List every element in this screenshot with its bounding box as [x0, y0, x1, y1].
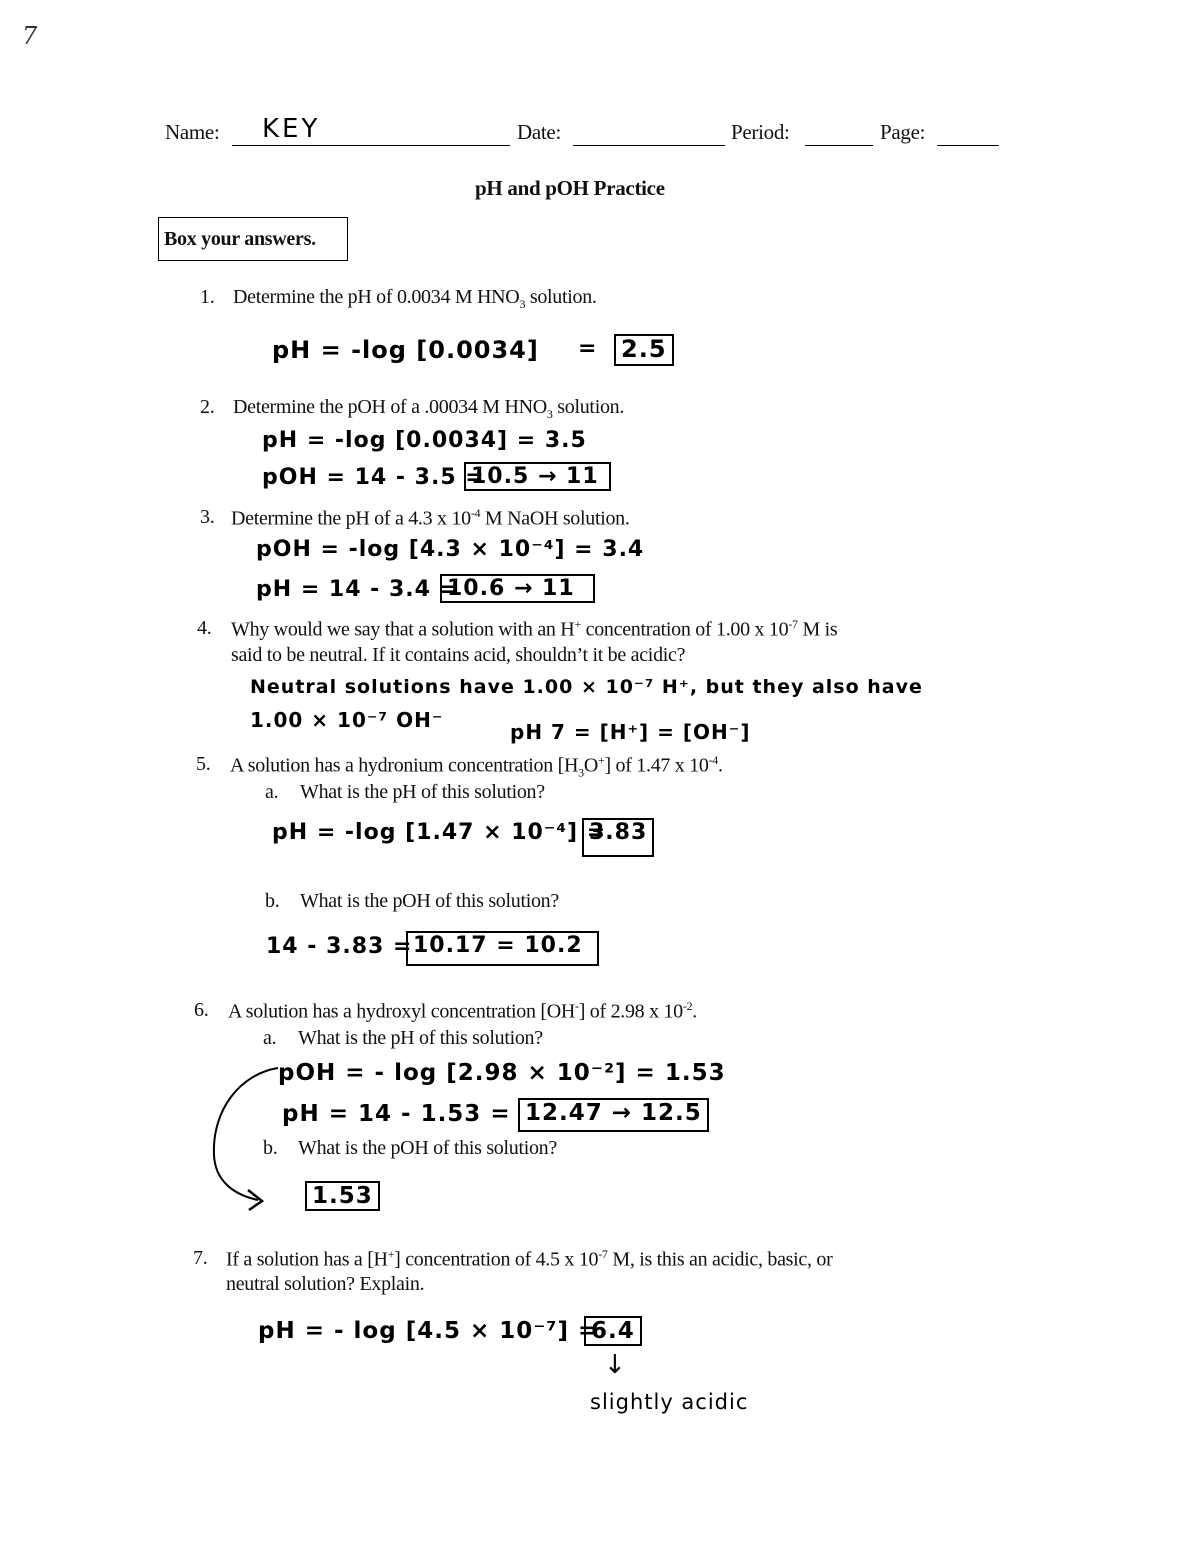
q4-answer-line-1: Neutral solutions have 1.00 × 10⁻⁷ H⁺, but they also have: [250, 676, 923, 698]
question-6-number: 6.: [194, 999, 209, 1021]
curved-arrow-icon: [200, 1060, 290, 1220]
name-label: Name:: [165, 120, 220, 144]
q5a-text: What is the pH of this solution?: [300, 781, 545, 803]
name-value: KEY: [262, 114, 321, 144]
instruction-text: Box your answers.: [164, 228, 316, 250]
q2-answer-box: 10.5 → 11: [464, 462, 611, 491]
q7-answer-note: slightly acidic: [590, 1390, 749, 1414]
corner-mark: 7: [22, 22, 38, 50]
q7-work: pH = - log [4.5 × 10⁻⁷] =: [258, 1318, 599, 1344]
q5a-answer-box: 3.83: [582, 818, 654, 857]
q6a-work-line-1: pOH = - log [2.98 × 10⁻²] = 1.53: [278, 1060, 726, 1086]
name-field[interactable]: [232, 112, 510, 146]
q7-answer-box: 6.4: [584, 1316, 642, 1346]
question-4-text-line-1: Why would we say that a solution with an H+ concentration of 1.00 x $10^{-7}$ M is: [231, 617, 838, 641]
q3-work-line-2: pH = 14 - 3.4 =: [256, 577, 460, 602]
q6b-answer-box: 1.53: [305, 1181, 380, 1211]
question-7-number: 7.: [193, 1247, 208, 1269]
question-6-text: A solution has a hydroxyl concentration [OH-] of 2.98 x $10^{-2}$.: [228, 999, 697, 1023]
question-2-text: Determine the pOH of a .00034 M $HNO_3$ solution.: [233, 396, 625, 421]
question-7-text-line-2: neutral solution? Explain.: [226, 1273, 425, 1295]
q5b-answer-box: 10.17 = 10.2: [406, 931, 599, 966]
q6a-text: What is the pH of this solution?: [298, 1027, 543, 1049]
period-label: Period:: [731, 120, 790, 144]
q1-answer-box: 2.5: [614, 334, 674, 366]
question-1-text: Determine the pH of 0.0034 M $HNO_3$ solution.: [233, 286, 597, 311]
q5b-text: What is the pOH of this solution?: [300, 890, 559, 912]
q2-work-line-1: pH = -log [0.0034] = 3.5: [262, 428, 587, 453]
q6b-label: b.: [263, 1137, 278, 1159]
q6a-work-line-2: pH = 14 - 1.53 =: [282, 1101, 511, 1127]
question-4-number: 4.: [197, 617, 212, 639]
instruction-box: [158, 217, 348, 261]
question-5-text: A solution has a hydronium concentration $[H_3O^+]$ of 1.47 x $10^{-4}$.: [230, 753, 723, 780]
question-3-number: 3.: [200, 506, 215, 528]
page-field[interactable]: [937, 112, 999, 146]
q3-work-line-1: pOH = -log [4.3 × 10⁻⁴] = 3.4: [256, 537, 645, 562]
question-4-text-line-2: said to be neutral. If it contains acid, shouldn’t it be acidic?: [231, 644, 686, 666]
question-1-number: 1.: [200, 286, 215, 308]
q5a-work: pH = -log [1.47 × 10⁻⁴] =: [272, 820, 607, 845]
q6b-text: What is the pOH of this solution?: [298, 1137, 557, 1159]
q6a-label: a.: [263, 1027, 277, 1049]
q5a-label: a.: [265, 781, 279, 803]
page-title: pH and pOH Practice: [475, 176, 665, 200]
question-2-number: 2.: [200, 396, 215, 418]
q5b-label: b.: [265, 890, 280, 912]
q2-work-line-2: pOH = 14 - 3.5 =: [262, 465, 485, 490]
date-field[interactable]: [573, 112, 725, 146]
q3-answer-box: 10.6 → 11: [440, 574, 595, 603]
date-label: Date:: [517, 120, 561, 144]
page-label: Page:: [880, 120, 926, 144]
q4-answer-line-2: 1.00 × 10⁻⁷ OH⁻: [250, 708, 444, 732]
question-7-text-line-1: If a solution has a [H+] concentration of 4.5 x $10^{-7}$ M, is this an acidic, basic, or: [226, 1247, 833, 1271]
q1-answer-work: pH = -log [0.0034]: [272, 336, 539, 364]
q6a-answer-box: 12.47 → 12.5: [518, 1098, 709, 1132]
q1-equals: =: [578, 336, 598, 361]
question-5-number: 5.: [196, 753, 211, 775]
down-arrow-icon: ↓: [604, 1350, 627, 1380]
q4-answer-line-3: pH 7 = [H⁺] = [OH⁻]: [510, 720, 751, 744]
question-3-text: Determine the pH of a 4.3 x $10^{-4}$ M NaOH solution.: [231, 506, 630, 530]
period-field[interactable]: [805, 112, 873, 146]
q5b-work: 14 - 3.83 =: [266, 934, 413, 959]
